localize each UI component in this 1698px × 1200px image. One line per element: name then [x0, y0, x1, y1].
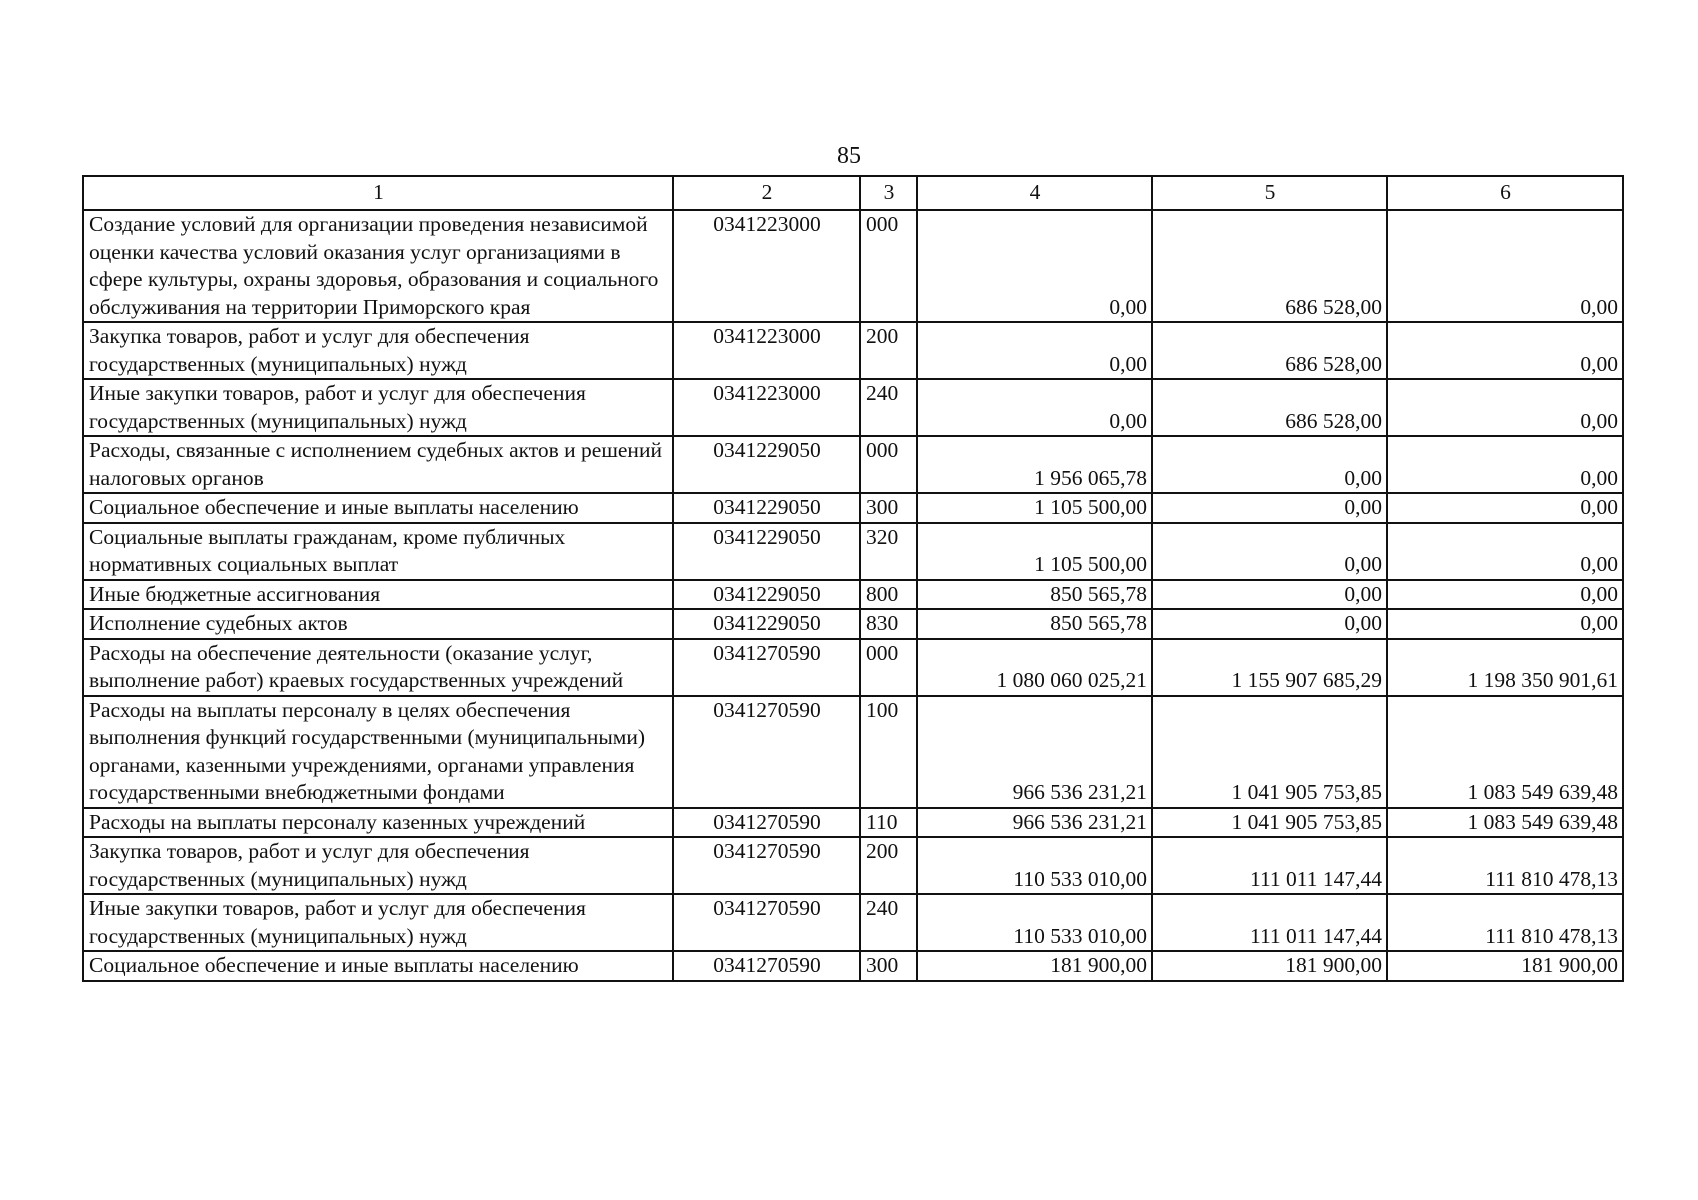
row-value-6: 0,00	[1387, 210, 1623, 322]
row-vr: 200	[860, 837, 917, 894]
table-row	[83, 951, 1623, 981]
row-code: 0341270590	[673, 639, 860, 696]
row-vr: 800	[860, 580, 917, 610]
row-value-6: 0,00	[1387, 493, 1623, 523]
header-col-2: 2	[673, 176, 860, 210]
row-value-5: 0,00	[1152, 523, 1387, 580]
row-value-4: 0,00	[917, 210, 1152, 322]
table-row	[83, 639, 1623, 696]
row-value-6: 111 810 478,13	[1387, 894, 1623, 951]
row-vr: 320	[860, 523, 917, 580]
row-code: 0341229050	[673, 493, 860, 523]
row-value-4: 966 536 231,21	[917, 696, 1152, 808]
row-value-6: 0,00	[1387, 436, 1623, 493]
table-row	[83, 379, 1623, 436]
row-value-4: 1 080 060 025,21	[917, 639, 1152, 696]
row-vr: 830	[860, 609, 917, 639]
table-row	[83, 493, 1623, 523]
row-value-4: 0,00	[917, 322, 1152, 379]
row-value-6: 1 083 549 639,48	[1387, 808, 1623, 838]
row-value-5: 1 041 905 753,85	[1152, 808, 1387, 838]
row-vr: 000	[860, 436, 917, 493]
row-value-4: 110 533 010,00	[917, 894, 1152, 951]
row-name: Иные бюджетные ассигнования	[83, 580, 673, 610]
row-value-5: 0,00	[1152, 493, 1387, 523]
table-row	[83, 580, 1623, 610]
table-row	[83, 609, 1623, 639]
table-row	[83, 837, 1623, 894]
row-code: 0341229050	[673, 523, 860, 580]
row-vr: 300	[860, 951, 917, 981]
row-value-5: 1 041 905 753,85	[1152, 696, 1387, 808]
header-row	[83, 176, 1623, 210]
row-name: Закупка товаров, работ и услуг для обеспечения государственных (муниципальных) нужд	[83, 837, 673, 894]
row-value-6: 181 900,00	[1387, 951, 1623, 981]
row-value-5: 111 011 147,44	[1152, 837, 1387, 894]
table-row	[83, 696, 1623, 808]
budget-table	[82, 175, 1624, 982]
header-col-3: 3	[860, 176, 917, 210]
row-vr: 000	[860, 639, 917, 696]
row-vr: 240	[860, 379, 917, 436]
table-body	[83, 210, 1623, 981]
row-value-6: 1 083 549 639,48	[1387, 696, 1623, 808]
row-vr: 200	[860, 322, 917, 379]
row-value-6: 0,00	[1387, 609, 1623, 639]
header-col-5: 5	[1152, 176, 1387, 210]
row-code: 0341270590	[673, 837, 860, 894]
row-name: Иные закупки товаров, работ и услуг для обеспечения государственных (муниципальных) нужд	[83, 894, 673, 951]
row-value-4: 0,00	[917, 379, 1152, 436]
row-value-5: 686 528,00	[1152, 322, 1387, 379]
row-value-5: 1 155 907 685,29	[1152, 639, 1387, 696]
row-name: Социальное обеспечение и иные выплаты населению	[83, 493, 673, 523]
row-code: 0341229050	[673, 436, 860, 493]
table-row	[83, 523, 1623, 580]
table-row	[83, 322, 1623, 379]
row-name: Социальное обеспечение и иные выплаты населению	[83, 951, 673, 981]
row-name: Закупка товаров, работ и услуг для обеспечения государственных (муниципальных) нужд	[83, 322, 673, 379]
row-value-4: 966 536 231,21	[917, 808, 1152, 838]
row-value-4: 1 105 500,00	[917, 493, 1152, 523]
row-name: Расходы на выплаты персоналу казенных учреждений	[83, 808, 673, 838]
row-value-4: 110 533 010,00	[917, 837, 1152, 894]
row-code: 0341223000	[673, 379, 860, 436]
header-col-4: 4	[917, 176, 1152, 210]
row-value-5: 686 528,00	[1152, 210, 1387, 322]
row-code: 0341270590	[673, 696, 860, 808]
row-value-4: 1 105 500,00	[917, 523, 1152, 580]
row-name: Расходы, связанные с исполнением судебных актов и решений налоговых органов	[83, 436, 673, 493]
row-value-6: 1 198 350 901,61	[1387, 639, 1623, 696]
row-value-4: 181 900,00	[917, 951, 1152, 981]
row-value-4: 850 565,78	[917, 609, 1152, 639]
row-vr: 300	[860, 493, 917, 523]
row-value-5: 686 528,00	[1152, 379, 1387, 436]
table-row	[83, 210, 1623, 322]
header-col-1: 1	[83, 176, 673, 210]
row-code: 0341229050	[673, 580, 860, 610]
row-value-6: 0,00	[1387, 379, 1623, 436]
row-value-5: 0,00	[1152, 580, 1387, 610]
header-col-6: 6	[1387, 176, 1623, 210]
row-value-5: 181 900,00	[1152, 951, 1387, 981]
table-row	[83, 894, 1623, 951]
row-vr: 100	[860, 696, 917, 808]
row-value-5: 0,00	[1152, 436, 1387, 493]
row-vr: 110	[860, 808, 917, 838]
table-row	[83, 436, 1623, 493]
page-number: 85	[837, 143, 861, 169]
row-value-4: 850 565,78	[917, 580, 1152, 610]
row-vr: 240	[860, 894, 917, 951]
row-name: Расходы на выплаты персоналу в целях обеспечения выполнения функций государственными (муниципальными) органами, казенными учреждениями, органами управления государственными внебюджетными фондами	[83, 696, 673, 808]
row-value-6: 0,00	[1387, 523, 1623, 580]
row-code: 0341229050	[673, 609, 860, 639]
row-name: Расходы на обеспечение деятельности (оказание услуг, выполнение работ) краевых государственных учреждений	[83, 639, 673, 696]
row-name: Исполнение судебных актов	[83, 609, 673, 639]
row-value-4: 1 956 065,78	[917, 436, 1152, 493]
row-value-6: 0,00	[1387, 580, 1623, 610]
row-code: 0341223000	[673, 210, 860, 322]
row-name: Иные закупки товаров, работ и услуг для обеспечения государственных (муниципальных) нужд	[83, 379, 673, 436]
row-name: Создание условий для организации проведения независимой оценки качества условий оказания услуг организациями в сфере культуры, охраны здоровья, образования и социального обслуживания на территории Приморского края	[83, 210, 673, 322]
row-code: 0341270590	[673, 951, 860, 981]
row-value-5: 0,00	[1152, 609, 1387, 639]
row-code: 0341270590	[673, 894, 860, 951]
table-row	[83, 808, 1623, 838]
row-name: Социальные выплаты гражданам, кроме публичных нормативных социальных выплат	[83, 523, 673, 580]
row-vr: 000	[860, 210, 917, 322]
table-header	[83, 176, 1623, 210]
row-code: 0341270590	[673, 808, 860, 838]
row-value-6: 111 810 478,13	[1387, 837, 1623, 894]
row-code: 0341223000	[673, 322, 860, 379]
row-value-6: 0,00	[1387, 322, 1623, 379]
row-value-5: 111 011 147,44	[1152, 894, 1387, 951]
